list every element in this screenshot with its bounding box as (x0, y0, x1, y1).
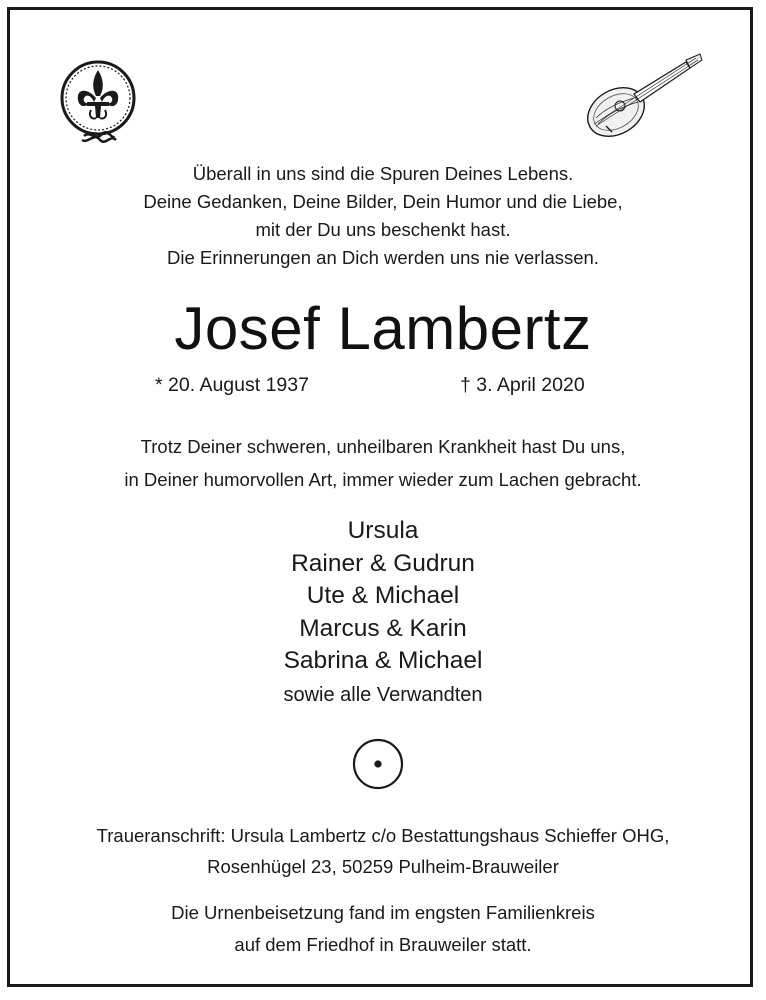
memorial-verse (0, 160, 766, 272)
family-list (0, 515, 766, 712)
family-member: Sabrina & Michael (283, 647, 483, 674)
burial-line: Die Urnenbeisetzung fand im engsten Familienkreis (171, 902, 595, 923)
family-member: Marcus & Karin (299, 614, 467, 642)
mourning-address (0, 820, 766, 882)
text-line: in Deiner humorvollen Art, immer wieder zum Lachen gebracht. (124, 469, 642, 490)
circle-dot-icon (345, 735, 411, 793)
family-member: Ursula (347, 517, 419, 544)
burial-line: auf dem Friedhof in Brauweiler statt. (234, 934, 532, 955)
address-line: Traueranschrift: Ursula Lambertz c/o Bestattungshaus Schieffer OHG, (96, 825, 670, 846)
verse-line: mit der Du uns beschenkt hast. (255, 219, 511, 240)
verse-line: Deine Gedanken, Deine Bilder, Dein Humor und die Liebe, (143, 191, 623, 212)
mandolin-icon (582, 50, 704, 142)
birth-date: * 20. August 1937 (155, 374, 309, 396)
verse-line: Überall in uns sind die Spuren Deines Lebens. (192, 163, 574, 184)
text-line: Trotz Deiner schweren, unheilbaren Krankheit hast Du uns, (140, 436, 626, 457)
memorial-text (0, 430, 766, 496)
deceased-name: Josef Lambertz (174, 295, 592, 362)
death-date: † 3. April 2020 (460, 374, 585, 396)
address-line: Rosenhügel 23, 50259 Pulheim-Brauweiler (207, 856, 559, 877)
family-member: Ute & Michael (306, 582, 460, 609)
verse-line: Die Erinnerungen an Dich werden uns nie verlassen. (167, 247, 599, 268)
family-relatives: sowie alle Verwandten (283, 683, 483, 706)
burial-note (0, 897, 766, 961)
family-member: Rainer & Gudrun (291, 549, 475, 577)
scout-emblem-icon (58, 58, 138, 148)
